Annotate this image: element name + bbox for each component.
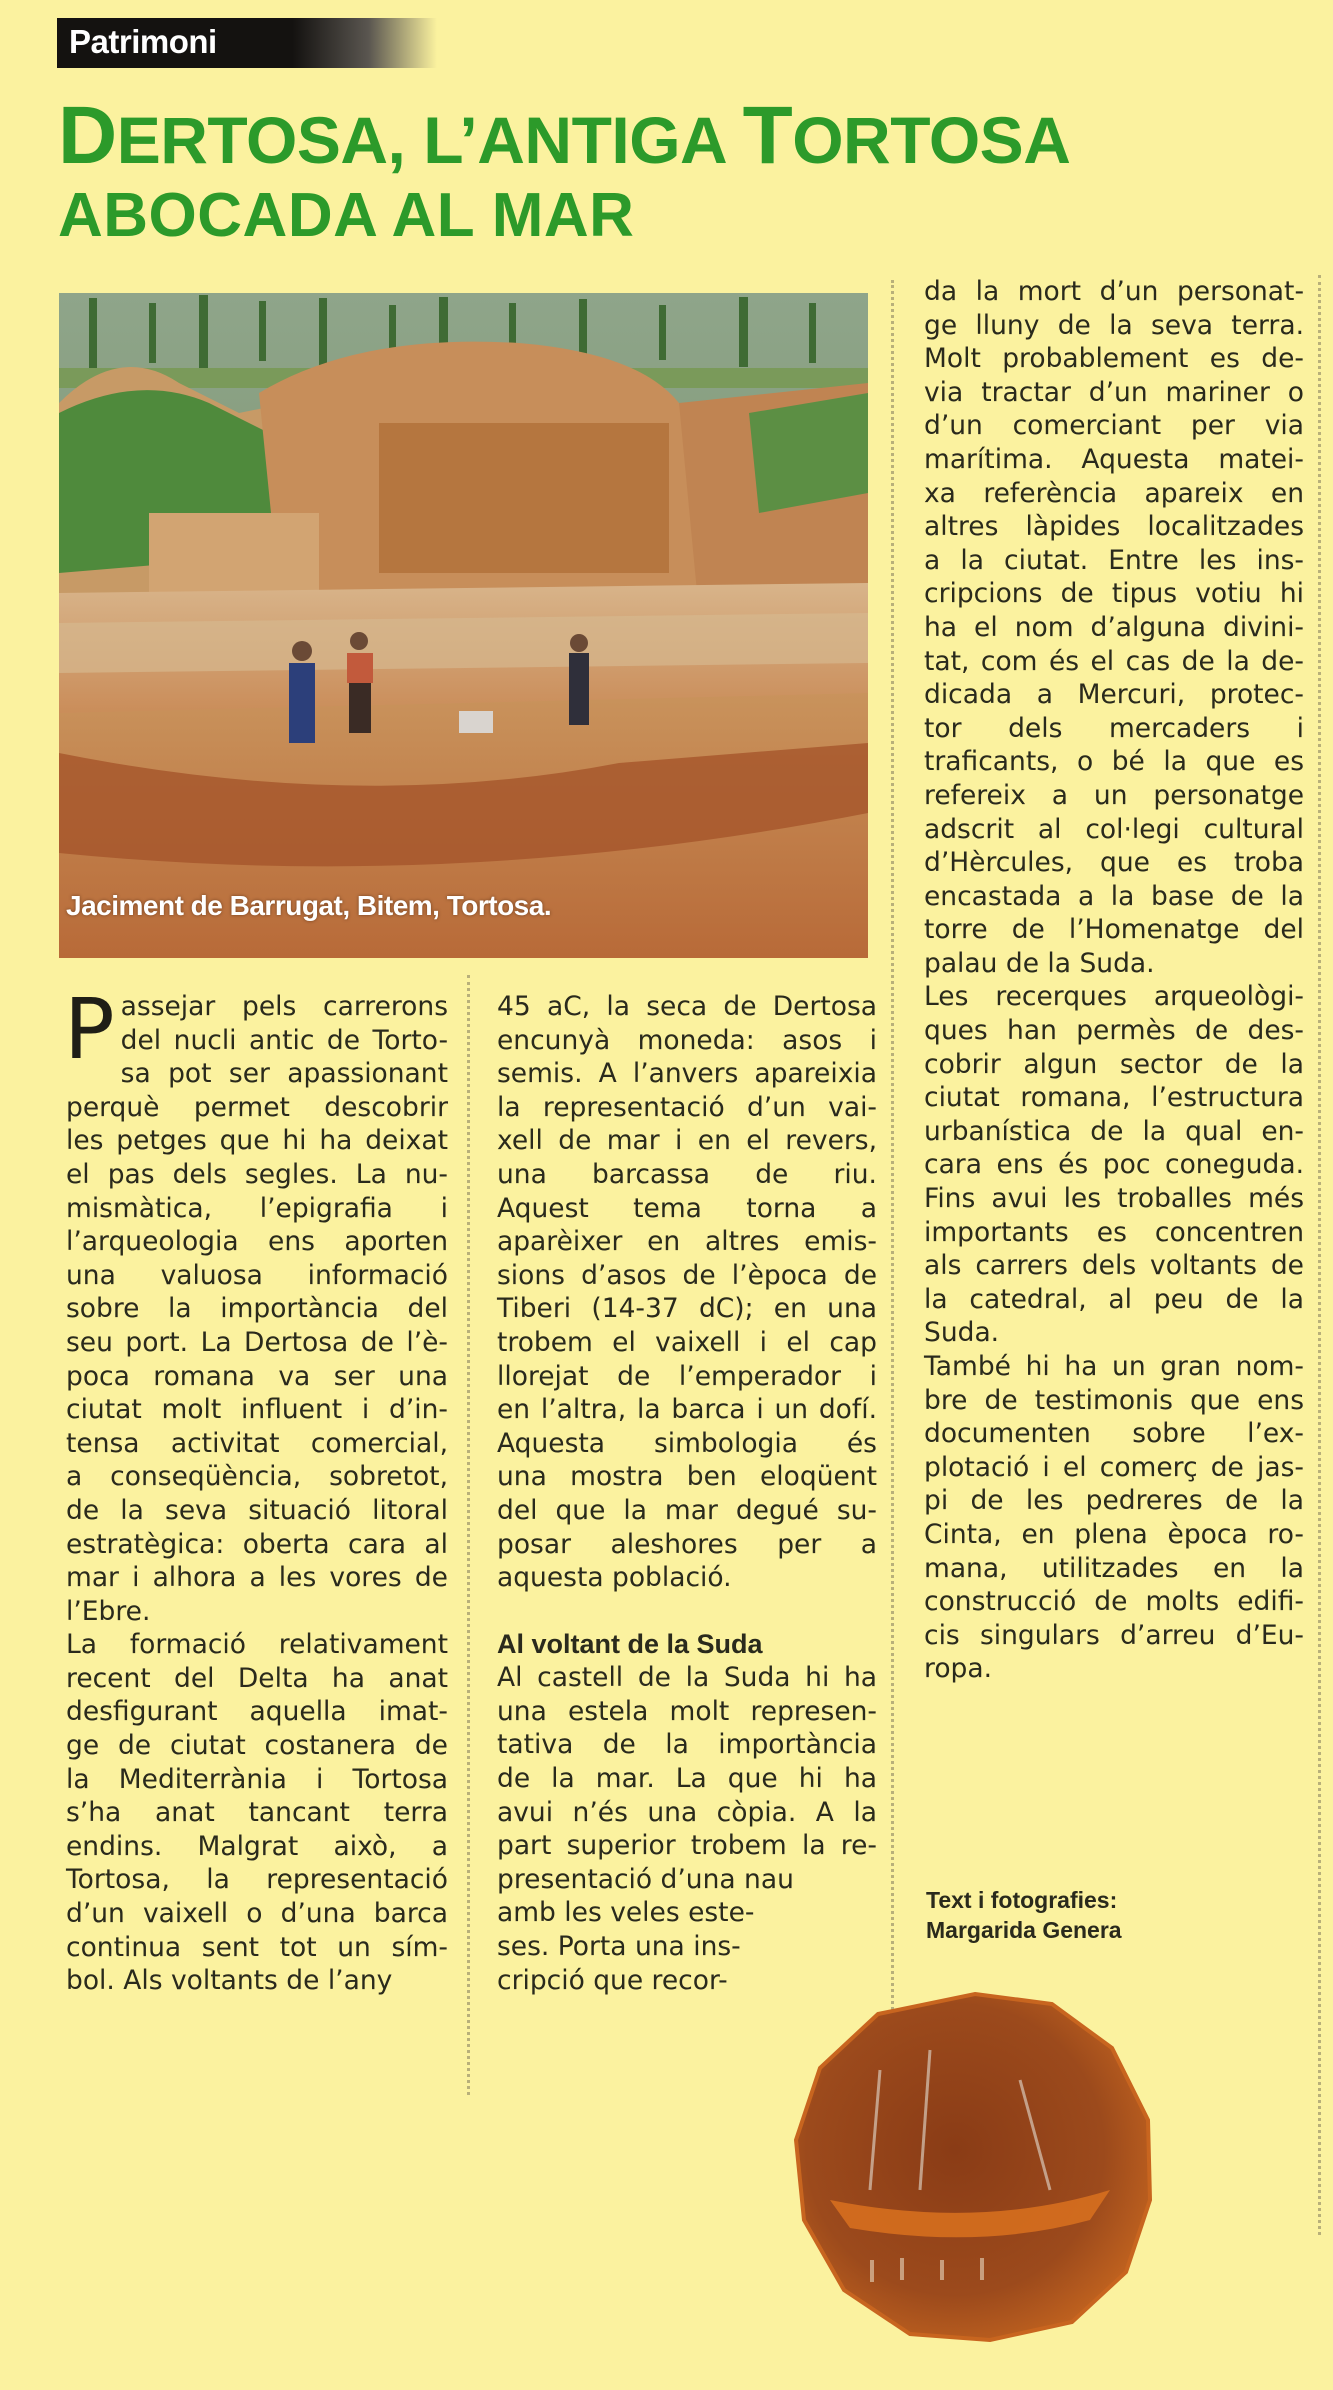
text-line: adscrit al col·legi cultural <box>924 813 1304 845</box>
title-initial: D <box>58 90 117 181</box>
subheading: Al voltant de la Suda <box>497 1628 763 1659</box>
text-line: posar aleshores per a <box>497 1528 877 1560</box>
text-line: cripcions de tipus votiu hi <box>924 578 1304 610</box>
text-line: continua sent tot un sím- <box>66 1931 448 1963</box>
text-line: xa referència apareix en <box>924 477 1304 509</box>
credits-author: Margarida Genera <box>926 1917 1122 1943</box>
article-column-2 <box>497 990 877 1997</box>
text-line: als carrers dels voltants de <box>924 1250 1304 1282</box>
text-line: tor dels mercaders i <box>924 712 1304 744</box>
title-word: ORTOSA <box>792 103 1071 177</box>
text-line: urbanística de la qual en- <box>924 1115 1304 1147</box>
column-divider <box>891 280 894 2130</box>
text-line: una barcassa de riu. <box>497 1158 877 1190</box>
text-line: avui n’és una còpia. A la <box>497 1796 877 1828</box>
text-line: l’arqueologia ens aporten <box>66 1226 448 1258</box>
text-line: semis. A l’anvers apareixia <box>497 1058 877 1090</box>
page-title <box>58 90 1071 250</box>
text-line: del que la mar degué su- <box>497 1494 877 1526</box>
text-line: amb les veles este- <box>497 1897 755 1929</box>
text-line: Fins avui les troballes més <box>924 1183 1304 1215</box>
text-line: les petges que hi ha deixat <box>66 1125 448 1157</box>
text-line: marítima. Aquesta matei- <box>924 443 1304 475</box>
text-line: torre de l’Homenatge del <box>924 914 1304 946</box>
text-line: mar i alhora a les vores de <box>66 1562 448 1594</box>
text-line: via tractar d’un mariner o <box>924 376 1304 408</box>
coin-image <box>790 1990 1160 2342</box>
text-line: ha el nom d’alguna divini- <box>924 611 1304 643</box>
text-line: La formació relativament <box>66 1629 448 1661</box>
text-line: plotació i el comerç de jas- <box>924 1451 1304 1483</box>
text-line: ciutat romana, l’estructura <box>924 1082 1304 1114</box>
title-word: ERTOSA, <box>116 103 424 177</box>
title-word: L’ANTIGA <box>423 103 743 177</box>
text-line: la representació d’un vai- <box>497 1091 877 1123</box>
text-line: tativa de la importància <box>497 1729 877 1761</box>
text-line: presentació d’una nau <box>497 1863 794 1895</box>
text-line: cripció que recor- <box>497 1964 728 1996</box>
text-line: aquesta població. <box>497 1562 732 1594</box>
text-line: cara ens és poc coneguda. <box>924 1149 1304 1181</box>
text-line: estratègica: oberta cara al <box>66 1528 448 1560</box>
text-line: s’ha anat tancant terra <box>66 1797 448 1829</box>
text-line: ge lluny de la seva terra. <box>924 309 1304 341</box>
text-line: perquè permet descobrir <box>66 1091 448 1123</box>
text-line: xell de mar i en el revers, <box>497 1125 877 1157</box>
text-line: Les recerques arqueològi- <box>924 981 1304 1013</box>
text-line: una valuosa informació <box>66 1259 448 1291</box>
title-initial: T <box>742 90 793 181</box>
text-line: pi de les pedreres de la <box>924 1485 1304 1517</box>
text-line: bol. Als voltants de l’any <box>66 1965 393 1997</box>
text-line: da la mort d’un personat- <box>924 276 1304 307</box>
text-line: encastada a la base de la <box>924 880 1304 912</box>
text-line: Suda. <box>924 1317 1000 1349</box>
text-line: mismàtica, l’epigrafia i <box>66 1192 448 1224</box>
text-line: mana, utilitzades en la <box>924 1552 1304 1584</box>
text-line: cis singulars d’arreu d’Eu- <box>924 1619 1304 1651</box>
text-line: documenten sobre l’ex- <box>924 1418 1304 1450</box>
text-line: la Mediterrània i Tortosa <box>66 1763 448 1795</box>
drop-cap: P <box>64 980 115 1078</box>
text-line: encunyà moneda: asos i <box>497 1024 877 1056</box>
text-line: tensa activitat comercial, <box>66 1427 448 1459</box>
text-line: a la ciutat. Entre les ins- <box>924 544 1304 576</box>
text-line: assejar pels carrerons <box>120 991 448 1022</box>
text-line: refereix a un personatge <box>924 779 1304 811</box>
text-line: dicada a Mercuri, protec- <box>924 679 1304 711</box>
title-line-1 <box>58 90 1071 181</box>
text-line: traficants, o bé la que es <box>924 746 1304 778</box>
credits <box>926 1885 1122 1945</box>
text-line: poca romana va ser una <box>66 1360 448 1392</box>
text-line: el pas dels segles. La nu- <box>66 1158 448 1190</box>
article-column-3 <box>924 275 1304 1686</box>
text-line: Molt probablement es de- <box>924 343 1304 375</box>
text-line: part superior trobem la re- <box>497 1830 877 1862</box>
text-line: aparèixer en altres emis- <box>497 1226 877 1258</box>
text-line: ciutat molt influent i d’in- <box>66 1394 448 1426</box>
text-line: una estela molt represen- <box>497 1695 877 1727</box>
text-line: ques han permès de des- <box>924 1015 1304 1047</box>
text-line: ses. Porta una ins- <box>497 1931 741 1963</box>
text-line: Aquest tema torna a <box>497 1192 877 1224</box>
text-line: a conseqüència, sobretot, <box>66 1461 448 1493</box>
text-line: en l’altra, la barca i un dofí. <box>497 1394 877 1426</box>
text-line: Tiberi (14-37 dC); en una <box>497 1293 877 1325</box>
text-line: endins. Malgrat això, a <box>66 1830 448 1862</box>
text-line: ropa. <box>924 1653 993 1685</box>
text-line: 45 aC, la seca de Dertosa <box>497 991 877 1022</box>
text-line: d’Hèrcules, que es troba <box>924 847 1304 879</box>
text-line: construcció de molts edifi- <box>924 1586 1304 1618</box>
text-line: ge de ciutat costanera de <box>66 1730 448 1762</box>
text-line: Aquesta simbologia és <box>497 1427 877 1459</box>
title-line-2: ABOCADA AL MAR <box>58 181 635 250</box>
excavation-photo <box>59 293 868 958</box>
text-line: També hi ha un gran nom- <box>924 1351 1304 1382</box>
text-line: altres làpides localitzades <box>924 511 1304 543</box>
text-line: seu port. La Dertosa de l’è- <box>66 1326 448 1358</box>
text-line: desfigurant aquella imat- <box>66 1696 448 1728</box>
text-line: l’Ebre. <box>66 1595 151 1627</box>
text-line: tat, com és el cas de la de- <box>924 645 1304 677</box>
text-line: d’un comerciant per via <box>924 410 1304 442</box>
text-line: sobre la importància del <box>66 1293 448 1325</box>
text-line: de la seva situació litoral <box>66 1494 448 1526</box>
text-line: una mostra ben eloqüent <box>497 1461 877 1493</box>
text-line: Al castell de la Suda hi ha <box>497 1662 877 1694</box>
text-line: bre de testimonis que ens <box>924 1384 1304 1416</box>
text-line: del nucli antic de Torto- <box>120 1024 448 1056</box>
text-line: importants es concentren <box>924 1216 1304 1248</box>
text-line: sa pot ser apassionant <box>120 1058 448 1090</box>
text-line: palau de la Suda. <box>924 947 1155 979</box>
text-line: recent del Delta ha anat <box>66 1662 448 1694</box>
photo-caption: Jaciment de Barrugat, Bitem, Tortosa. <box>66 890 552 921</box>
column-divider <box>1318 275 1321 2235</box>
text-line: llorejat de l’emperador i <box>497 1360 877 1392</box>
text-line: cobrir algun sector de la <box>924 1048 1304 1080</box>
section-label <box>57 18 437 68</box>
text-line: de la mar. La que hi ha <box>497 1763 877 1795</box>
section-label-text: Patrimoni <box>69 23 217 60</box>
credits-label: Text i fotografies: <box>926 1887 1118 1913</box>
text-line: trobem el vaixell i el cap <box>497 1326 877 1358</box>
text-line: sions d’asos de l’època de <box>497 1259 877 1291</box>
text-line: Cinta, en plena època ro- <box>924 1518 1304 1550</box>
article-column-1 <box>64 980 448 1998</box>
text-line: d’un vaixell o d’una barca <box>66 1898 448 1930</box>
text-line: Tortosa, la representació <box>66 1864 448 1896</box>
text-line: la catedral, al peu de la <box>924 1283 1304 1315</box>
column-divider <box>467 975 470 2095</box>
